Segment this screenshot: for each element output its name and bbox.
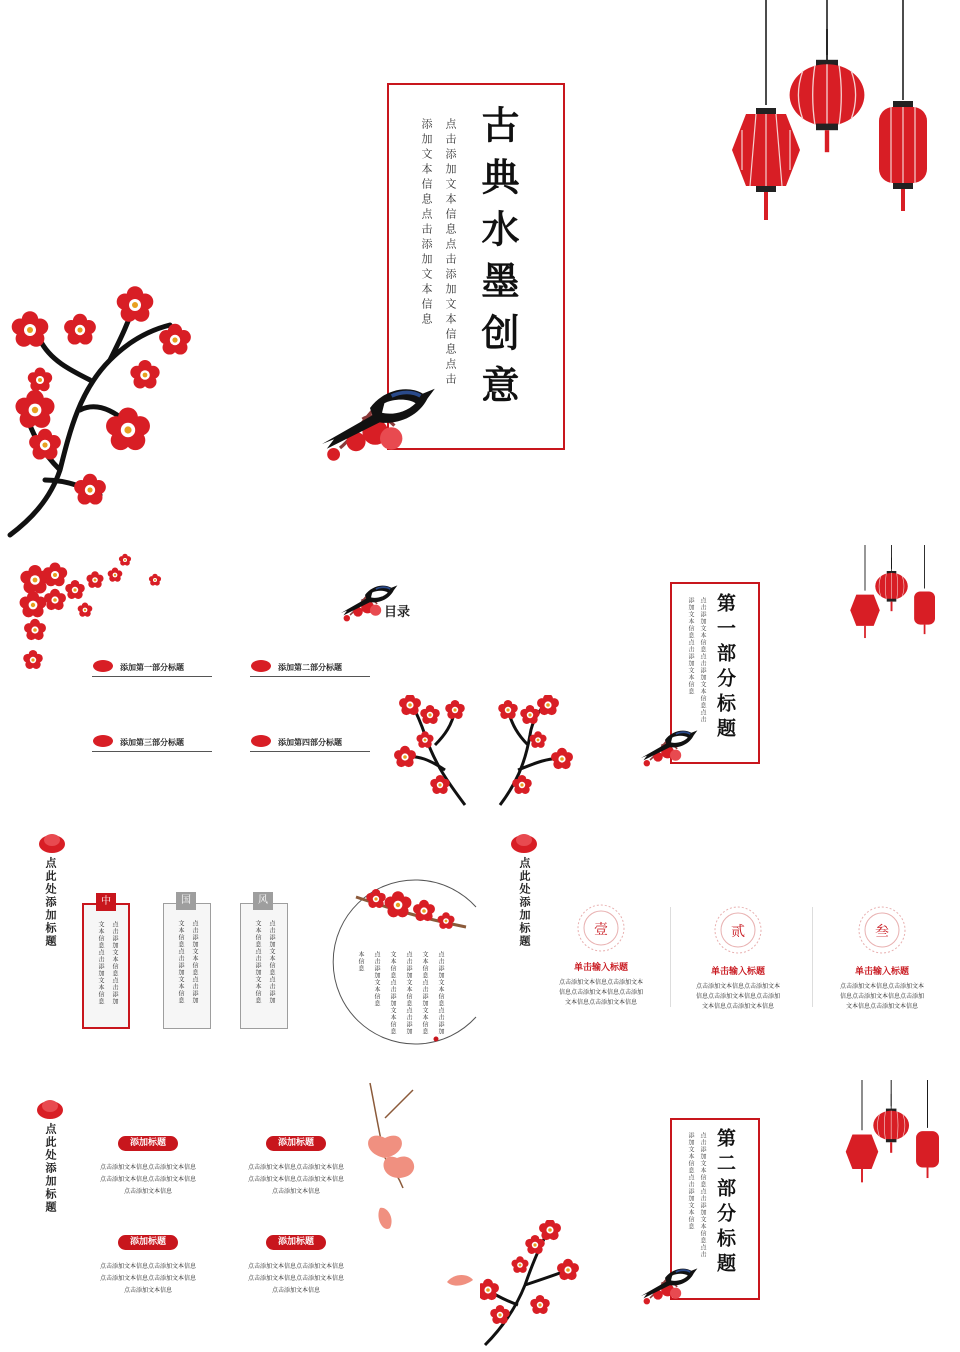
card-label: 中 [96, 893, 116, 911]
section1-title: 第一部分标题 [714, 593, 736, 743]
flower-icon [510, 830, 538, 854]
toc-item-label: 添加第一部分标题 [120, 662, 184, 672]
slide3 [0, 815, 480, 1070]
section2-desc-col2: 添加文本信息点击添加文本信息 [687, 1132, 694, 1230]
feature-line2: 信息点击添加文本信息点击添加 [695, 993, 780, 1000]
info-line1: 点击添加文本信息点击添加文本信息 [99, 1263, 196, 1270]
info-line2: 点击添加文本信息点击添加文本信息 [99, 1275, 196, 1282]
section2-desc-col1: 点击添加文本信息点击添加文本信息点击 [699, 1132, 706, 1258]
card-zhong [82, 896, 130, 1029]
circle-text-2: 文本信息点击添加文本信息 [421, 951, 428, 1035]
feature-line1: 点击添加文本信息点击添加文本 [558, 979, 643, 986]
slide5-side-title: 点此处添加标题 [44, 1123, 57, 1214]
card-text-b: 文本信息点击添加文本信息 [97, 921, 104, 1005]
section2-title: 第二部分标题 [714, 1128, 736, 1278]
feature-line3: 文本信息点击添加文本信息 [701, 1003, 774, 1010]
fan-icon [92, 658, 114, 672]
feature-line3: 文本信息点击添加文本信息 [564, 999, 637, 1006]
section1-desc-col1: 点击添加文本信息点击添加文本信息点击 [699, 597, 706, 723]
circle-text-6: 本信息 [357, 951, 364, 972]
toc-item-label: 添加第三部分标题 [120, 737, 184, 747]
lanterns-section1 [840, 545, 950, 645]
info-line2: 点击添加文本信息点击添加文本信息 [247, 1176, 344, 1183]
card-feng [240, 895, 288, 1029]
seal-badge-label: 叁 [875, 924, 889, 940]
info-badge: 添加标题 [266, 1136, 326, 1151]
section1-slide [480, 545, 960, 815]
info-line3: 点击添加文本信息 [123, 1188, 172, 1195]
feature-line3: 文本信息点击添加文本信息 [845, 1003, 918, 1010]
circle-text-5: 点击添加文本信息 [373, 951, 380, 1007]
lanterns-section2 [840, 1080, 950, 1190]
slide3-side-title: 点此处添加标题 [44, 857, 57, 948]
falling-petal-icon [445, 1270, 475, 1290]
magpie-toc [335, 570, 405, 630]
info-badge: 添加标题 [118, 1136, 178, 1151]
info-line3: 点击添加文本信息 [271, 1188, 320, 1195]
info-line2: 点击添加文本信息点击添加文本信息 [99, 1176, 196, 1183]
info-line1: 点击添加文本信息点击添加文本信息 [247, 1263, 344, 1270]
card-label: 国 [176, 892, 196, 910]
toc-item-label: 添加第二部分标题 [278, 662, 342, 672]
feature-line1: 点击添加文本信息点击添加文本 [695, 983, 780, 990]
flower-icon [38, 830, 66, 854]
info-line3: 点击添加文本信息 [271, 1287, 320, 1294]
info-line1: 点击添加文本信息点击添加文本信息 [99, 1164, 196, 1171]
seal-badge-label: 贰 [731, 924, 745, 940]
slide4-side-title: 点此处添加标题 [518, 857, 531, 948]
flower-icon [36, 1096, 64, 1120]
feature-line2: 信息点击添加文本信息点击添加 [839, 993, 924, 1000]
card-text-b: 文本信息点击添加文本信息 [177, 920, 184, 1004]
feature-title: 单击输入标题 [854, 967, 909, 977]
info-badge: 添加标题 [266, 1235, 326, 1250]
cover-title: 古典水墨创意 [475, 105, 520, 417]
feature-title: 单击输入标题 [573, 963, 628, 973]
info-line3: 点击添加文本信息 [123, 1287, 172, 1294]
cover-desc-col2: 添加文本信息点击添加文本信息 [420, 118, 433, 328]
fan-icon [250, 733, 272, 747]
card-text-b: 文本信息点击添加文本信息 [254, 920, 261, 1004]
lanterns-cover [720, 0, 950, 230]
flower-sprig-right [355, 1078, 425, 1248]
magpie-cover [310, 368, 450, 468]
card-text-a: 点击添加文本信息点击添加 [191, 920, 198, 1004]
feature-line2: 信息点击添加文本信息点击添加 [558, 989, 643, 996]
fan-icon [250, 658, 272, 672]
section2-slide [480, 1070, 960, 1352]
toc-item-label: 添加第四部分标题 [278, 737, 342, 747]
plum-branch-section2 [480, 1220, 580, 1350]
fan-icon [92, 733, 114, 747]
info-line2: 点击添加文本信息点击添加文本信息 [247, 1275, 344, 1282]
plum-branches-pair [390, 695, 575, 810]
card-text-a: 点击添加文本信息点击添加 [111, 921, 118, 1005]
circle-text-4: 文本信息点击添加文本信息 [389, 951, 396, 1035]
cover-desc-col1: 点击添加文本信息点击添加文本信息点击 [444, 118, 457, 388]
circle-frame [316, 877, 480, 1045]
cover-slide [0, 0, 960, 545]
circle-text-1: 点击添加文本信息点击添加 [437, 951, 444, 1035]
magpie-section1 [635, 720, 705, 770]
card-guo [163, 895, 211, 1029]
card-text-a: 点击添加文本信息点击添加 [268, 920, 275, 1004]
info-badge: 添加标题 [118, 1235, 178, 1250]
plum-branch-left [0, 280, 200, 540]
circle-text-3: 点击添加文本信息点击添加 [405, 951, 412, 1035]
section1-desc-col2: 添加文本信息点击添加文本信息 [687, 597, 694, 695]
feature-title: 单击输入标题 [710, 967, 765, 977]
toc-title: 目录 [384, 605, 411, 620]
info-line1: 点击添加文本信息点击添加文本信息 [247, 1164, 344, 1171]
seal-badge-label: 壹 [594, 922, 608, 938]
feature-line1: 点击添加文本信息点击添加文本 [839, 983, 924, 990]
card-label: 风 [253, 892, 273, 910]
slide4 [480, 815, 960, 1070]
magpie-section2 [635, 1258, 705, 1308]
slide5 [0, 1070, 480, 1352]
